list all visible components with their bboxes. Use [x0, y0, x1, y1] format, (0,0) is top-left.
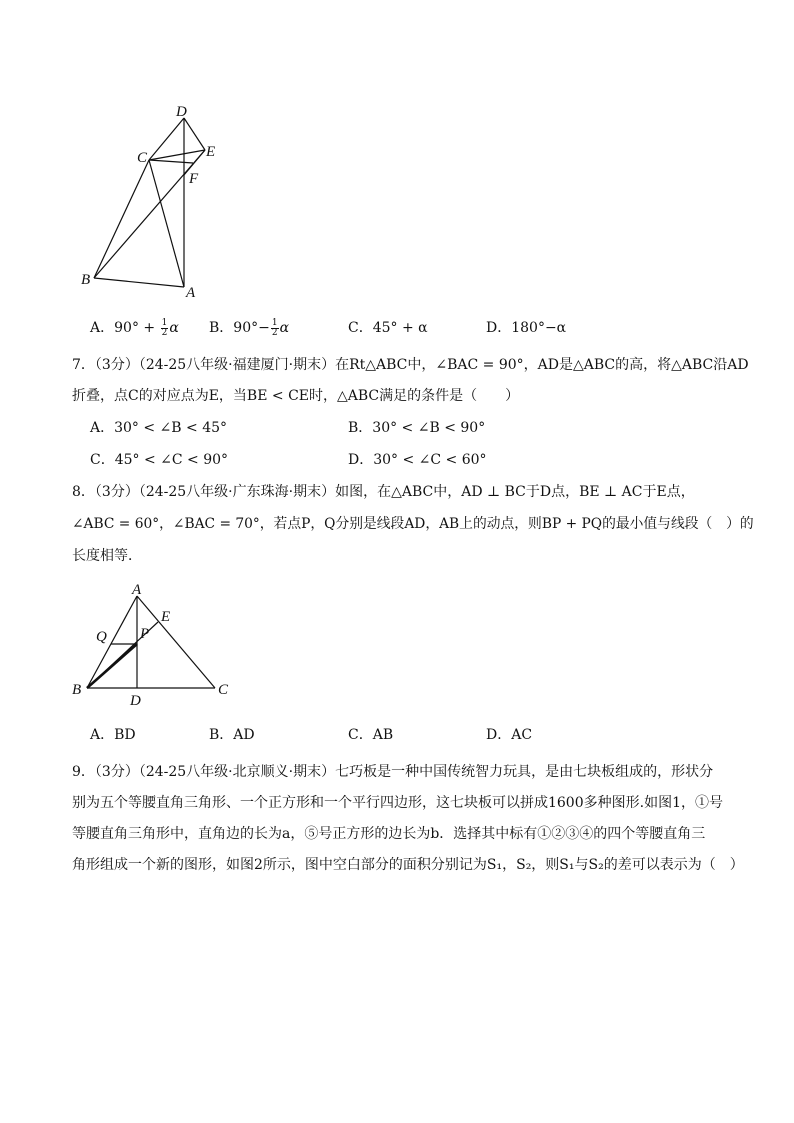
q6-option-c-text: 45° + α [372, 320, 428, 336]
q6-option-b-fraction [271, 319, 279, 338]
q9-stem-line-3: 等腰直角三角形中，直角边的长为a，⑤号正方形的边长为b．选择其中标有①②③④的四个等腰直角三 [72, 826, 706, 842]
q8-label-E: E [161, 609, 171, 625]
label-E: E [206, 144, 216, 160]
q8-option-b[interactable]: B．AD [209, 727, 255, 743]
label-D: D [176, 104, 187, 120]
q6-option-a[interactable] [90, 318, 179, 338]
q8-label-Q: Q [96, 629, 107, 645]
q9-stem-line-2: 别为五个等腰直角三角形、一个正方形和一个平行四边形，这七块板可以拼成1600多种图形.如图1，①号 [72, 795, 723, 811]
seg-DE [184, 118, 205, 150]
q6-option-b-post: α [279, 320, 290, 336]
q7-option-d[interactable]: D．30° < ∠C < 60° [348, 452, 487, 468]
q6-option-a-pre: 90° + [114, 320, 160, 336]
seg-CF [149, 160, 193, 163]
q8-stem-line-2: ∠ABC = 60°，∠BAC = 70°，若点P，Q分别是线段AD，AB上的动点，则BP + PQ的最小值与线段（ ）的 [72, 516, 754, 532]
seg-CA [149, 160, 184, 287]
q6-option-a-num: 1 [161, 317, 168, 328]
q8-label-P: P [140, 626, 150, 642]
q7-stem-line-1: 7．（3分）（24-25八年级·福建厦门·期末）在Rt△ABC中，∠BAC = 90°，AD是△ABC的高，将△ABC沿AD [72, 357, 749, 373]
q8-stem-line-1: 8．（3分）（24-25八年级·广东珠海·期末）如图，在△ABC中，AD ⊥ BC于D点，BE ⊥ AC于E点， [72, 484, 695, 500]
q6-option-b[interactable] [209, 318, 289, 338]
q8-stem-line-3: 长度相等． [72, 548, 142, 564]
seg-AC [137, 596, 215, 688]
q6-option-a-letter: A． [90, 320, 115, 336]
q7-stem-line-2: 折叠，点C的对应点为E，当BE < CE时，△ABC满足的条件是（ ） [72, 388, 520, 404]
q6-option-a-fraction [161, 319, 169, 338]
q6-option-b-letter: B． [209, 320, 234, 336]
label-C: C [137, 150, 148, 166]
seg-BA [94, 278, 184, 287]
seg-AB [87, 596, 137, 688]
q6-option-b-pre: 90°− [233, 320, 270, 336]
q8-label-C: C [218, 682, 229, 698]
q8-option-d[interactable]: D．AC [486, 727, 533, 743]
label-F: F [189, 171, 199, 187]
q6-option-b-num: 1 [271, 317, 278, 328]
seg-BE [94, 150, 205, 278]
q7-option-b[interactable]: B．30° < ∠B < 90° [348, 420, 486, 436]
seg-DC [149, 118, 184, 160]
seg-BP [87, 644, 137, 688]
q6-option-b-den: 2 [271, 327, 278, 338]
q6-figure [70, 95, 250, 305]
q6-option-d[interactable] [486, 318, 566, 338]
q6-option-d-text: 180°−α [511, 320, 567, 336]
q6-option-a-den: 2 [161, 327, 168, 338]
q9-stem-line-4: 角形组成一个新的图形，如图2所示，图中空白部分的面积分别记为S₁，S₂，则S₁与S₂的差可以表示为（ ） [72, 857, 744, 873]
q7-option-c[interactable]: C．45° < ∠C < 90° [90, 452, 229, 468]
q6-option-c[interactable] [348, 318, 428, 338]
q8-option-a[interactable]: A．BD [90, 727, 136, 743]
label-B: B [81, 272, 91, 288]
label-A: A [186, 285, 196, 301]
seg-CB [94, 160, 149, 278]
q6-option-c-letter: C． [348, 320, 373, 336]
q7-option-a[interactable]: A．30° < ∠B < 45° [90, 420, 228, 436]
q6-option-d-letter: D． [486, 320, 512, 336]
q8-label-A: A [132, 582, 142, 598]
q8-label-B: B [72, 682, 82, 698]
q8-figure [70, 578, 240, 710]
q9-stem-line-1: 9．（3分）（24-25八年级·北京顺义·期末）七巧板是一种中国传统智力玩具，是由七块板组成的，形状分 [72, 764, 714, 780]
seg-CE [149, 150, 205, 160]
q8-label-D: D [130, 693, 141, 709]
q6-option-a-post: α [169, 320, 179, 336]
q8-option-c[interactable]: C．AB [348, 727, 394, 743]
